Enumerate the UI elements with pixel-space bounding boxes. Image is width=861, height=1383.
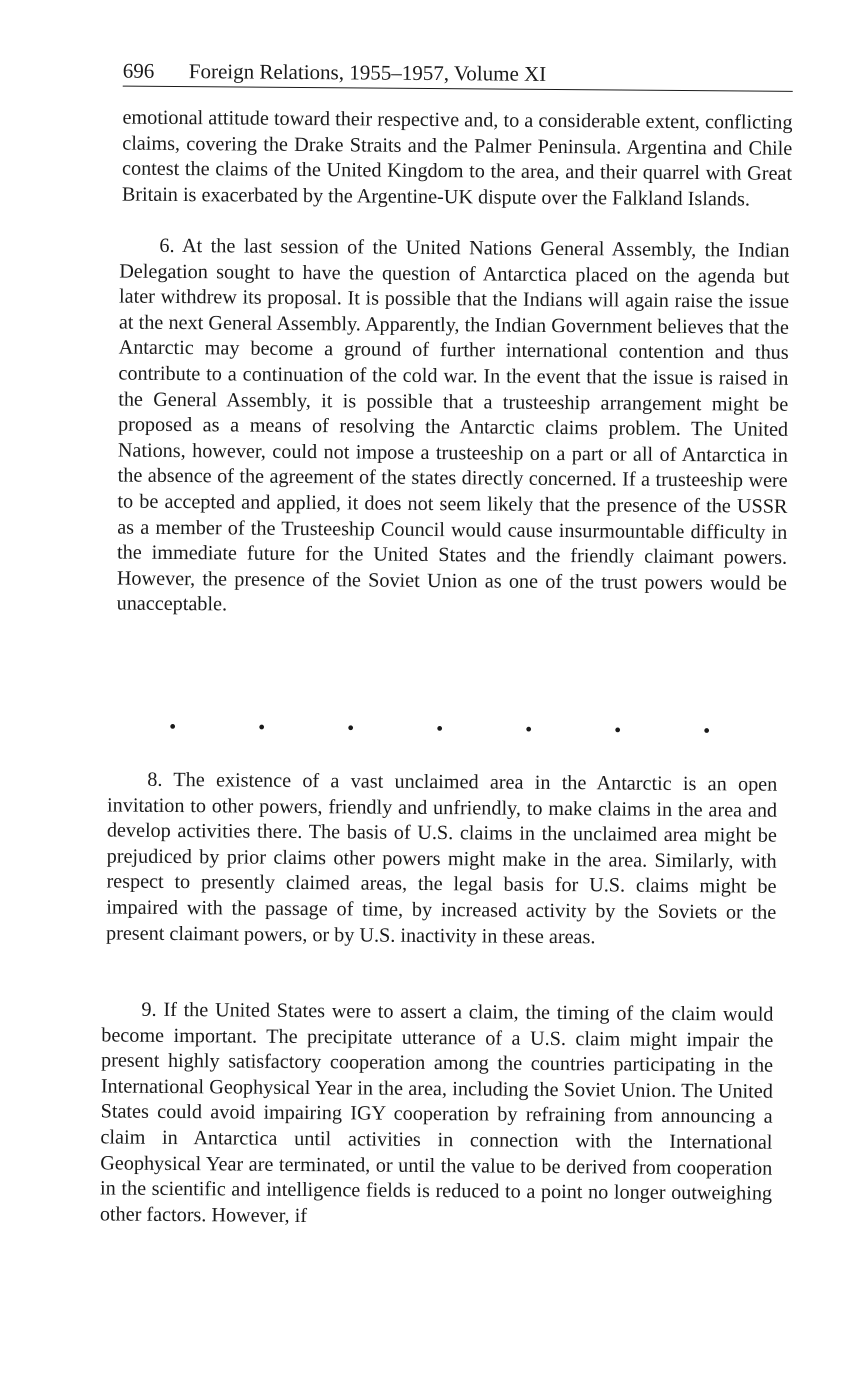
ellipsis-dot: • <box>525 718 533 741</box>
running-header <box>123 56 793 92</box>
ellipsis-dot: • <box>169 715 177 739</box>
paragraph-9: 9. If the United States were to assert a claim, the timing of the claim would become important. The precipitate utterance of a U.S. claim might impair the present highly satisfactory cooperation among the countries participating in the International Geophysical Year in the area, including the Soviet Union. The United States could avoid impairing IGY cooperation by refraining from announcing a claim in Antarctica until activities in connection with the International Geophysical Year are terminated, or until the value to be derived from cooperation in the scientific and intelligence fields is reduced to a point no longer outweighing other factors. However, if <box>99 998 774 1227</box>
ellipsis-dot: • <box>614 719 622 742</box>
omission-ellipsis <box>130 714 750 745</box>
ellipsis-dot: • <box>436 718 444 741</box>
ellipsis-dot: • <box>703 720 711 743</box>
page-number: 696 <box>122 58 155 83</box>
running-title: Foreign Relations, 1955–1957, Volume XI <box>188 59 547 86</box>
paragraph-6: 6. At the last session of the United Nations General Assembly, the Indian Delegation sought to have the question of Antarctica placed on the agenda but later withdrew its proposal. It is possible that the Indians will again raise the issue at the next General Assembly. Apparently, the Indian Government believes that the Antarctic may become a ground of further international contention and thus contribute to a continuation of the cold war. In the event that the issue is raised in the General Assembly, it is possible that a trusteeship arrangement might be proposed as a means of resolving the Antarctic claims problem. The United Nations, however, could not impose a trusteeship on a part or all of Antarctica in the absence of the agreement of the states directly concerned. If a trusteeship were to be accepted and applied, it does not seem likely that the presence of the USSR as a member of the Trusteeship Council would cause insurmountable difficulty in the immediate future for the United States and the friendly claimant powers. However, the presence of the Soviet Union as one of the trust powers would be unacceptable. <box>116 234 790 616</box>
ellipsis-dot: • <box>258 716 266 739</box>
paragraph-continued: emotional attitude toward their respective and, to a considerable extent, conflicting claims, covering the Drake Straits and the Palmer Peninsula. Argentina and Chile contest the claims of the United Kingdom to the area, and their quarrel with Great Britain is exacerbated by the Argentine-UK dispute over the Falkland Islands. <box>121 106 793 211</box>
paragraph-8: 8. The existence of a vast unclaimed area in the Antarctic is an open invitation to other powers, friendly and unfriendly, to make claims in the area and develop activities there. The basis of U.S. claims in the unclaimed area might be prejudiced by prior claims other powers might make in the area. Similarly, with respect to presently claimed areas, the legal basis for U.S. claims might be impaired with the passage of time, by increased activity by the Soviets or the present claimant powers, or by U.S. inactivity in these areas. <box>105 768 778 948</box>
ellipsis-dot: • <box>347 717 355 740</box>
